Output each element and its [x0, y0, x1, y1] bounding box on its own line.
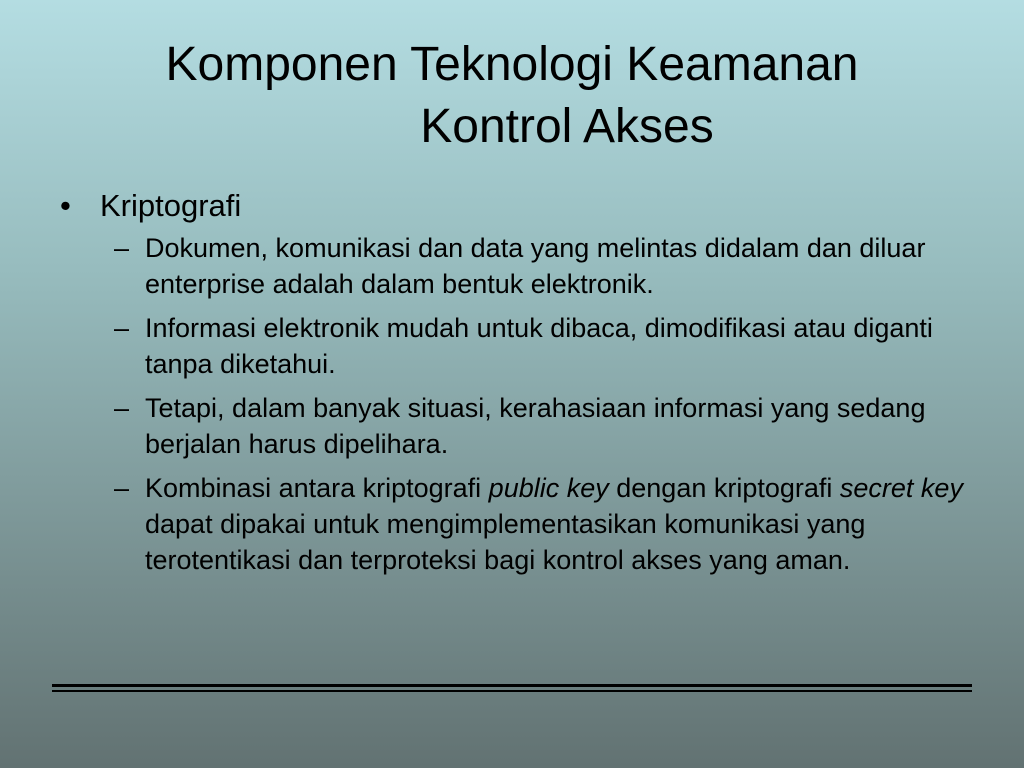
sub-item — [56, 310, 965, 382]
sub-item-text: Tetapi, dalam banyak situasi, kerahasiaan informasi yang sedang berjalan harus dipelihara. — [145, 393, 926, 459]
sub-item-text-part: dapat dipakai untuk mengimplementasikan komunikasi yang terotentikasi dan terproteksi bagi kontrol akses yang aman. — [145, 509, 866, 575]
sub-item-italic-term: public key — [488, 473, 609, 503]
bullet-item — [56, 184, 976, 228]
sub-item-text-part: dengan kriptografi — [608, 473, 840, 503]
bullet-label: Kriptografi — [100, 188, 242, 223]
sub-item-text: Dokumen, komunikasi dan data yang melintas didalam dan diluar enterprise adalah dalam bentuk elektronik. — [145, 233, 926, 299]
footer-rule-thick — [52, 684, 972, 687]
dash-marker: – — [114, 473, 130, 503]
sub-item — [56, 230, 965, 302]
sub-item — [56, 390, 965, 462]
slide-title-line-2: Kontrol Akses — [420, 100, 714, 153]
slide-title — [60, 34, 964, 158]
sub-item-text-part: Kombinasi antara kriptografi — [145, 473, 489, 503]
sub-item — [56, 470, 965, 578]
sub-item-list — [56, 230, 976, 578]
footer-rule-thin — [52, 690, 972, 692]
dash-marker: – — [114, 233, 130, 263]
slide-title-line-1: Komponen Teknologi Keamanan — [165, 38, 859, 91]
slide-content — [56, 184, 976, 586]
sub-item-italic-term: secret key — [839, 473, 963, 503]
dash-marker: – — [114, 393, 130, 423]
bullet-marker: • — [60, 188, 71, 223]
dash-marker: – — [114, 313, 130, 343]
sub-item-text: Informasi elektronik mudah untuk dibaca, dimodifikasi atau diganti tanpa diketahui. — [145, 313, 933, 379]
